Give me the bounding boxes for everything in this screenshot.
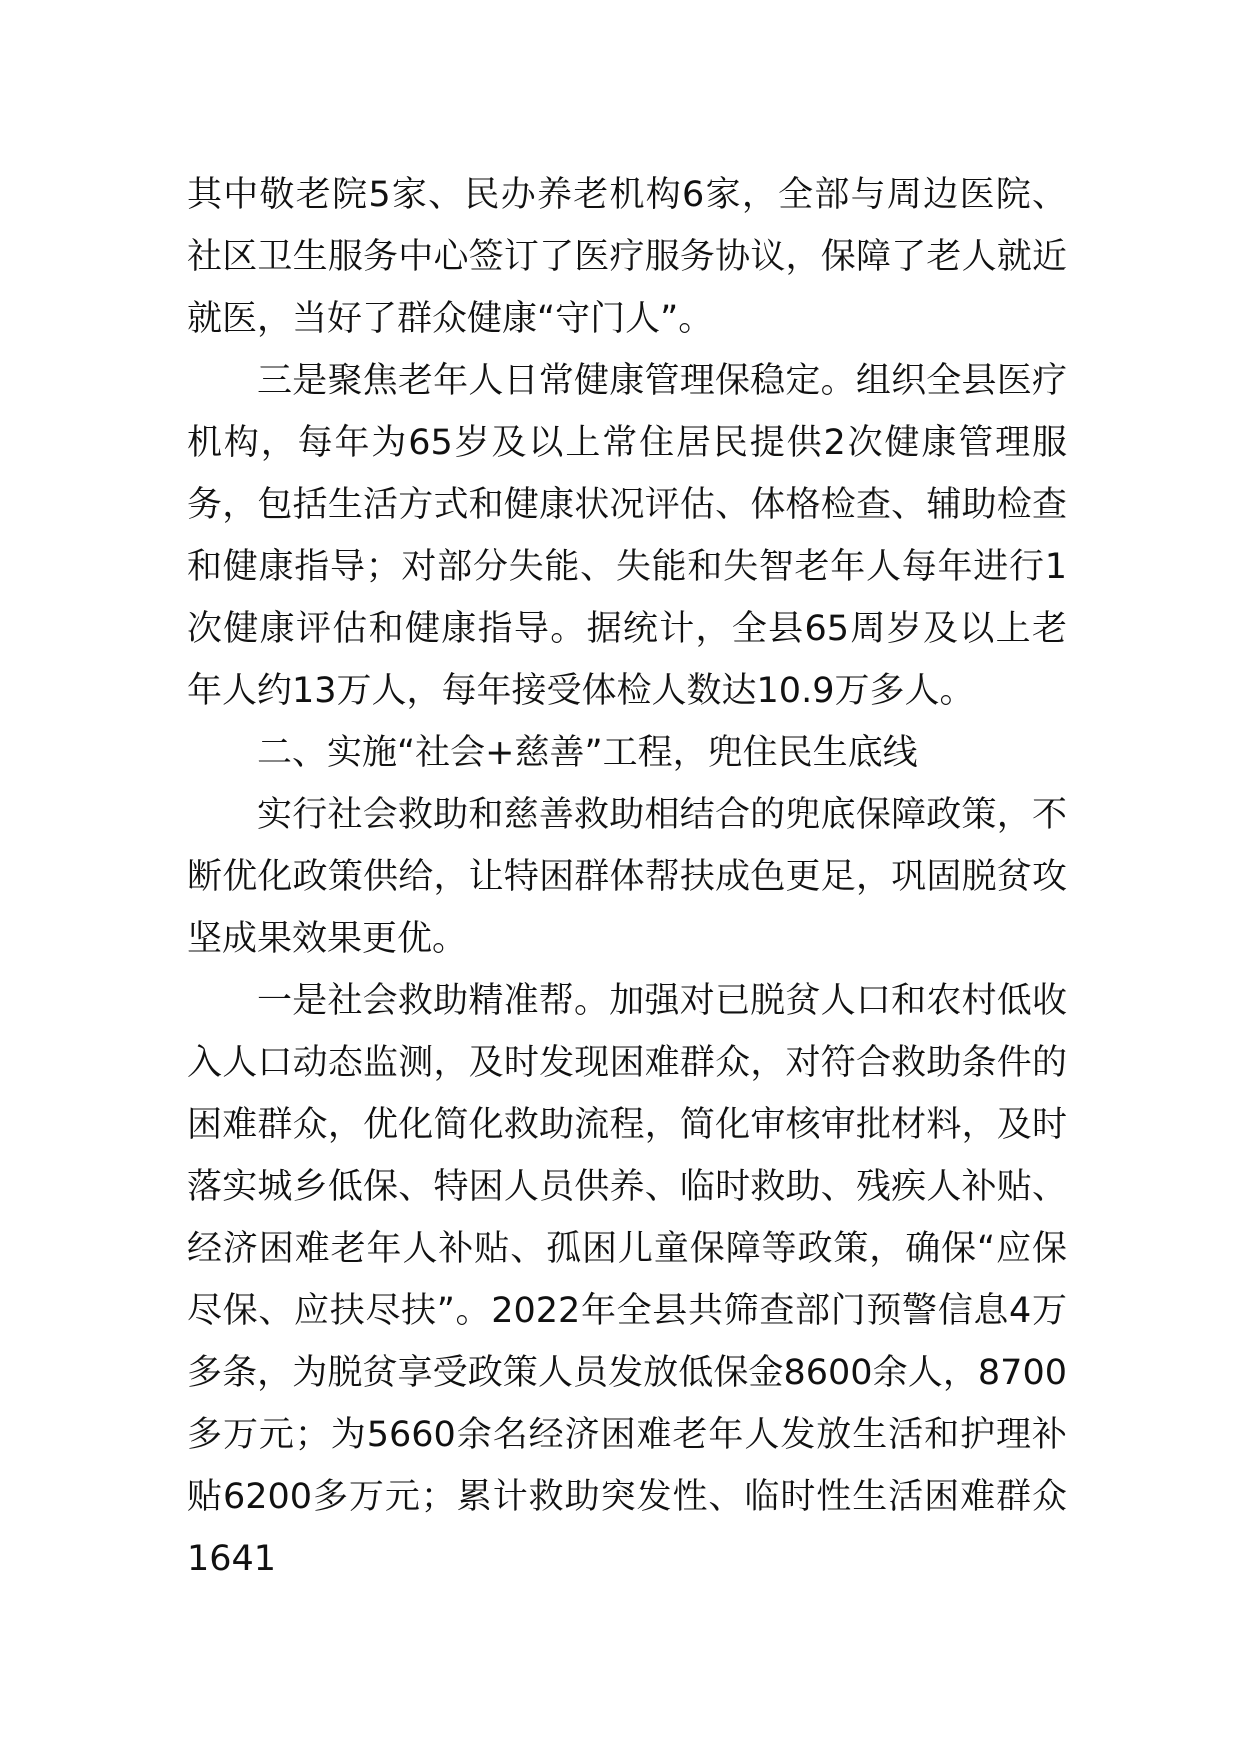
paragraph-social-assistance: 一是社会救助精准帮。加强对已脱贫人口和农村低收入人口动态监测，及时发现困难群众，对符合救助条件的困难群众，优化简化救助流程，简化审核审批材料，及时落实城乡低保、特困人员供养、临时救助、残疾人补贴、经济困难老年人补贴、孤困儿童保障等政策，确保“应保尽保、应扶尽扶”。2022年全县共筛查部门预警信息4万多条，为脱贫享受政策人员发放低保金8600余人，8700多万元；为5660余名经济困难老年人发放生活和护理补贴6200多万元；累计救助突发性、临时性生活困难群众1641 [187,981,1067,1579]
document-page [187,164,1067,1590]
paragraph-health-management: 三是聚焦老年人日常健康管理保稳定。组织全县医疗机构，每年为65岁及以上常住居民提供2次健康管理服务，包括生活方式和健康状况评估、体格检查、辅助检查和健康指导；对部分失能、失能和失智老年人每年进行1次健康评估和健康指导。据统计，全县65周岁及以上老年人约13万人，每年接受体检人数达10.9万多人。 [187,361,1067,711]
section-heading: 二、实施“社会+慈善”工程，兜住民生底线 [257,733,918,773]
paragraph-policy-intro: 实行社会救助和慈善救助相结合的兜底保障政策，不断优化政策供给，让特困群体帮扶成色更足，巩固脱贫攻坚成果效果更优。 [187,795,1067,959]
paragraph-continuation: 其中敬老院5家、民办养老机构6家，全部与周边医院、社区卫生服务中心签订了医疗服务协议，保障了老人就近就医，当好了群众健康“守门人”。 [187,175,1067,339]
